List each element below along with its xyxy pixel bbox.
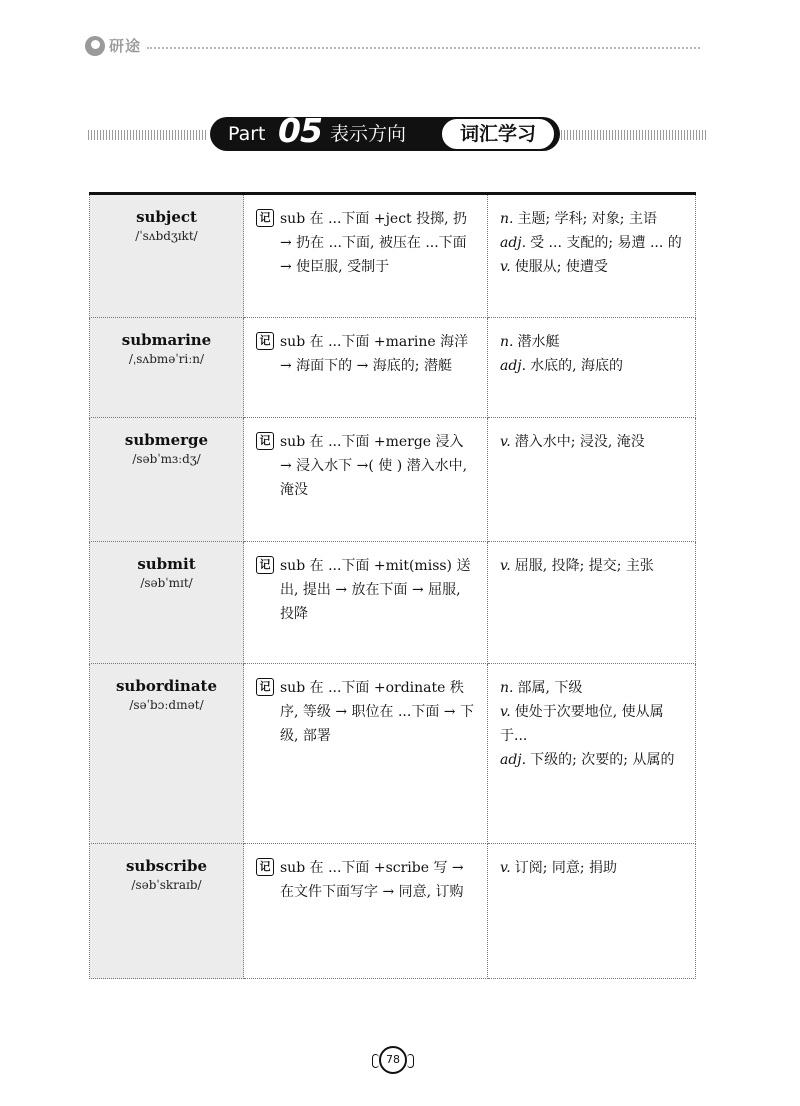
phonetic: /ˈsʌbdʒɪkt/ xyxy=(135,229,198,243)
memo-icon: 记 xyxy=(256,678,274,696)
word-cell xyxy=(90,542,244,664)
definition-line xyxy=(500,255,687,279)
etymology-text: sub 在 ...下面 +ject 投掷, 扔 → 扔在 ...下面, 被压在 ...下面 → 使臣服, 受制于 xyxy=(280,211,468,275)
banner-section-title: 词汇学习 xyxy=(440,117,556,151)
definition-line xyxy=(500,430,687,454)
word-cell xyxy=(90,844,244,979)
etymology-cell xyxy=(244,418,488,542)
table-row xyxy=(90,194,696,318)
phonetic: /ˌsʌbməˈriːn/ xyxy=(128,352,205,366)
headword: submit xyxy=(137,555,196,573)
brand-name: 研途 xyxy=(109,37,142,55)
definition-cell xyxy=(488,318,696,418)
phonetic: /səˈbɔːdɪnət/ xyxy=(129,698,204,712)
definition-text: 水底的, 海底的 xyxy=(530,358,624,374)
word-cell xyxy=(90,664,244,844)
table-row xyxy=(90,664,696,844)
definition-line xyxy=(500,207,687,231)
part-of-speech: adj. xyxy=(500,235,527,251)
etymology-text: sub 在 ...下面 +scribe 写 → 在文件下面写字 → 同意, 订购 xyxy=(280,860,464,900)
definition-cell xyxy=(488,418,696,542)
definition-text: 下级的; 次要的; 从属的 xyxy=(530,752,675,768)
phonetic: /səbˈmɜːdʒ/ xyxy=(132,452,201,466)
definition-text: 潜入水中; 浸没, 淹没 xyxy=(514,434,645,450)
table-row xyxy=(90,844,696,979)
table-row xyxy=(90,318,696,418)
definition-line xyxy=(500,856,687,880)
definition-text: 主题; 学科; 对象; 主语 xyxy=(517,211,657,227)
word-cell xyxy=(90,418,244,542)
definition-line xyxy=(500,554,687,578)
banner-part-label: Part xyxy=(228,123,266,145)
page-header xyxy=(85,35,700,61)
phonetic: /səbˈmɪt/ xyxy=(140,576,193,590)
part-of-speech: n. xyxy=(500,680,514,696)
etymology-text: sub 在 ...下面 +merge 浸入 → 浸入水下 →( 使 ) 潜入水中, 淹没 xyxy=(280,434,468,498)
phonetic: /səbˈskraɪb/ xyxy=(131,878,202,892)
definition-text: 部属, 下级 xyxy=(517,680,583,696)
etymology-cell xyxy=(244,664,488,844)
vocabulary-table xyxy=(89,192,696,979)
logo-icon xyxy=(85,36,105,56)
etymology-cell xyxy=(244,318,488,418)
headword: subscribe xyxy=(125,857,208,875)
section-banner xyxy=(88,111,708,153)
definition-line xyxy=(500,354,687,378)
page-number: 78 xyxy=(379,1046,407,1074)
memo-icon: 记 xyxy=(256,432,274,450)
definition-line xyxy=(500,330,687,354)
part-of-speech: v. xyxy=(500,860,511,876)
headword: submarine xyxy=(121,331,212,349)
definition-text: 使服从; 使遭受 xyxy=(514,259,608,275)
definition-cell xyxy=(488,844,696,979)
word-cell xyxy=(90,194,244,318)
definition-text: 受 ... 支配的; 易遭 ... 的 xyxy=(530,235,682,251)
definition-line xyxy=(500,748,687,772)
part-of-speech: n. xyxy=(500,211,514,227)
part-of-speech: adj. xyxy=(500,358,527,374)
memo-icon: 记 xyxy=(256,332,274,350)
part-of-speech: n. xyxy=(500,334,514,350)
word-cell xyxy=(90,318,244,418)
memo-icon: 记 xyxy=(256,209,274,227)
definition-text: 潜水艇 xyxy=(517,334,560,350)
headword: subject xyxy=(136,208,197,226)
table-row xyxy=(90,418,696,542)
etymology-text: sub 在 ...下面 +ordinate 秩序, 等级 → 职位在 ...下面 → 下级, 部署 xyxy=(280,680,474,744)
part-of-speech: v. xyxy=(500,259,511,275)
definition-cell xyxy=(488,542,696,664)
headword: subordinate xyxy=(115,677,218,695)
banner-part-number: 05 xyxy=(278,111,322,150)
definition-line xyxy=(500,676,687,700)
etymology-cell xyxy=(244,194,488,318)
definition-text: 使处于次要地位, 使从属于... xyxy=(500,704,664,744)
headword: submerge xyxy=(124,431,209,449)
etymology-text: sub 在 ...下面 +marine 海洋 → 海面下的 → 海底的; 潜艇 xyxy=(280,334,469,374)
etymology-cell xyxy=(244,542,488,664)
definition-text: 屈服, 投降; 提交; 主张 xyxy=(514,558,654,574)
banner-stripe-right xyxy=(558,130,708,140)
banner-topic: 表示方向 xyxy=(330,123,407,145)
memo-icon: 记 xyxy=(256,858,274,876)
definition-line xyxy=(500,700,687,748)
definition-line xyxy=(500,231,687,255)
definition-text: 订阅; 同意; 捐助 xyxy=(514,860,618,876)
header-divider xyxy=(147,47,700,49)
memo-icon: 记 xyxy=(256,556,274,574)
part-of-speech: adj. xyxy=(500,752,527,768)
brand-logo xyxy=(85,35,141,56)
definition-cell xyxy=(488,664,696,844)
banner-stripe-left xyxy=(88,130,208,140)
definition-cell xyxy=(488,194,696,318)
part-of-speech: v. xyxy=(500,434,511,450)
part-of-speech: v. xyxy=(500,558,511,574)
etymology-cell xyxy=(244,844,488,979)
etymology-text: sub 在 ...下面 +mit(miss) 送出, 提出 → 放在下面 → 屈服, 投降 xyxy=(280,558,471,622)
table-row xyxy=(90,542,696,664)
part-of-speech: v. xyxy=(500,704,511,720)
